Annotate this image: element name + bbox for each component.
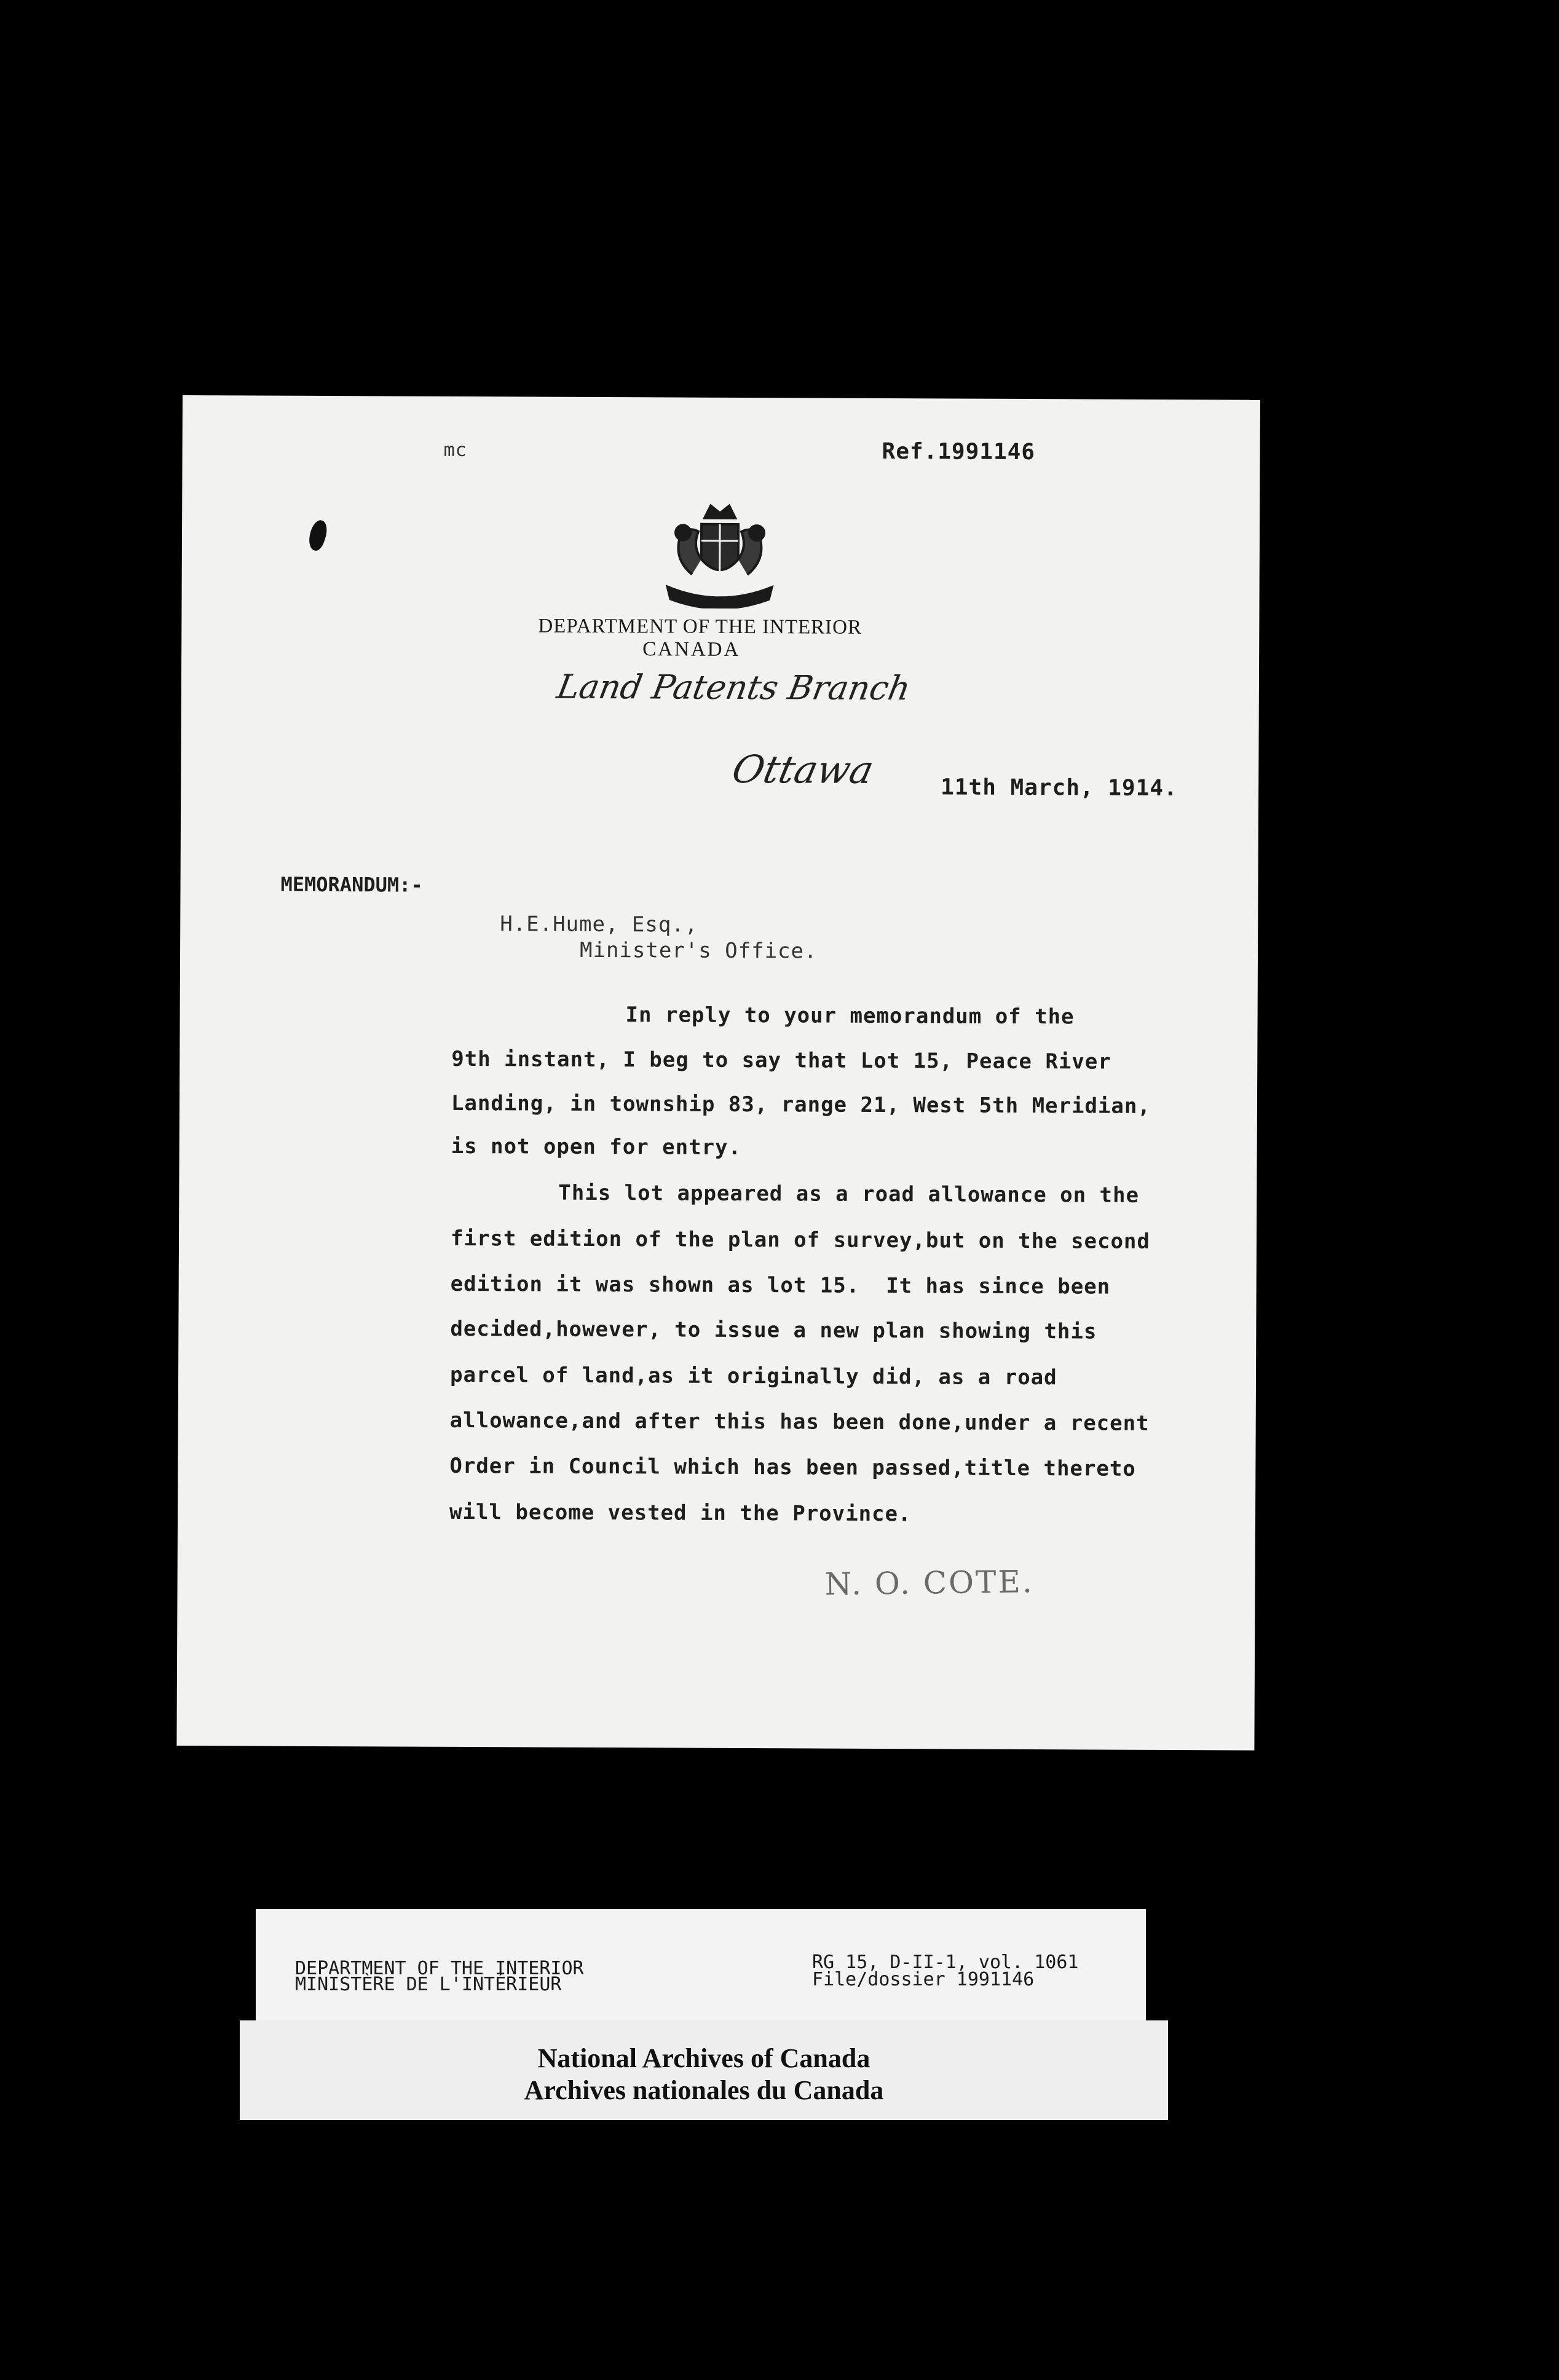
signature-stamp: N. O. COTE.	[824, 1564, 1035, 1602]
letterhead-country: CANADA	[642, 638, 741, 661]
body-line-5: This lot appeared as a road allowance on the	[558, 1180, 1140, 1208]
label-file-number: File/dossier 1991146	[812, 1969, 1035, 1990]
label-department-en: DEPARTMENT OF THE INTERIOR	[295, 1958, 584, 1979]
label-record-group: RG 15, D-II-1, vol. 1061	[812, 1952, 1079, 1973]
archive-reference-label	[256, 1909, 1146, 2020]
body-line-2: 9th instant, I beg to say that Lot 15, Peace River	[451, 1046, 1111, 1074]
letter-page	[176, 395, 1260, 1751]
archives-name-en: National Archives of Canada	[537, 2043, 870, 2073]
letter-date: 11th March, 1914.	[941, 774, 1178, 802]
reference-number: Ref.1991146	[882, 438, 1036, 465]
body-line-8: decided,however, to issue a new plan showing this	[450, 1316, 1097, 1344]
letterhead-branch: Land Patents Branch	[554, 667, 914, 708]
letterhead-department: DEPARTMENT OF THE INTERIOR	[538, 615, 862, 639]
memorandum-heading: MEMORANDUM:-	[280, 872, 423, 897]
body-line-12: will become vested in the Province.	[449, 1499, 912, 1527]
archives-name-fr: Archives nationales du Canada	[524, 2075, 884, 2105]
national-archives-banner	[240, 2020, 1168, 2120]
ink-blot	[306, 518, 330, 553]
body-line-1: In reply to your memorandum of the	[625, 1003, 1075, 1030]
body-line-3: Landing, in township 83, range 21, West 5th Meridian,	[451, 1090, 1151, 1119]
royal-coat-of-arms-icon	[655, 500, 784, 609]
letterhead-city: Ottawa	[728, 746, 878, 792]
addressee-office: Minister's Office.	[579, 937, 818, 964]
body-line-10: allowance,and after this has been done,under a recent	[449, 1408, 1150, 1436]
body-line-7: edition it was shown as lot 15. It has since been	[450, 1271, 1111, 1299]
addressee-name: H.E.Hume, Esq.,	[500, 912, 698, 937]
body-line-4: is not open for entry.	[451, 1133, 742, 1160]
label-department-fr: MINISTÈRE DE L'INTÉRIEUR	[295, 1974, 562, 1995]
body-line-6: first edition of the plan of survey,but on the second	[450, 1226, 1151, 1254]
typist-initials: mc	[443, 439, 467, 462]
body-line-9: parcel of land,as it originally did, as a road	[449, 1362, 1057, 1390]
body-line-11: Order in Council which has been passed,title thereto	[449, 1453, 1136, 1481]
